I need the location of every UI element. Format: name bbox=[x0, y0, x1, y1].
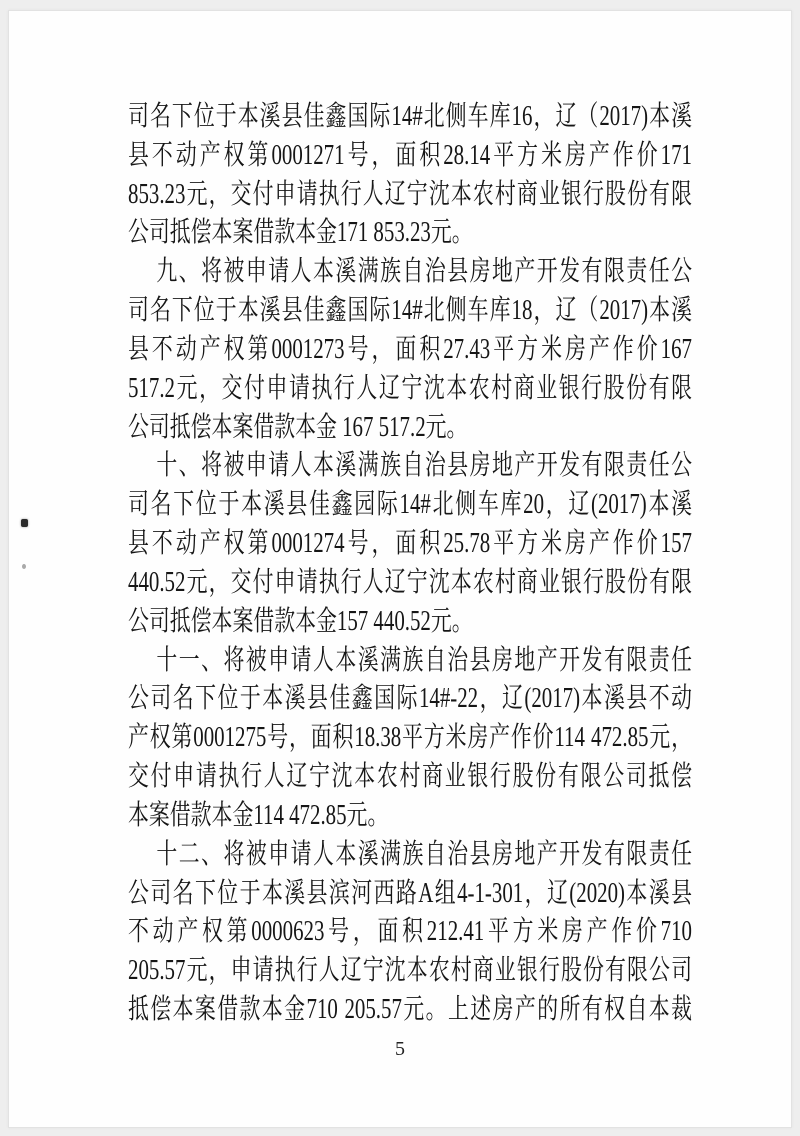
document-line: 不动产权第0000623号，面积212.41平方米房产作价710 bbox=[128, 916, 692, 948]
document-body-text bbox=[128, 98, 800, 1030]
paragraph-item-11 bbox=[128, 642, 800, 836]
paragraph-item-9 bbox=[128, 253, 800, 447]
paragraph-item-12 bbox=[128, 836, 800, 1030]
document-line: 县不动产权第0001273号，面积27.43平方米房产作价167 bbox=[128, 333, 692, 365]
document-line: 本案借款本金114 472.85元。 bbox=[128, 799, 389, 831]
document-line: 公司抵偿本案借款本金 167 517.2元。 bbox=[128, 411, 468, 443]
document-line: 司名下位于本溪县佳鑫国际14#北侧车库18，辽（2017)本溪 bbox=[128, 295, 692, 327]
document-line: 县不动产权第0001271号，面积28.14平方米房产作价171 bbox=[128, 139, 692, 171]
scan-artifact-dot bbox=[21, 519, 28, 527]
document-line: 九、将被申请人本溪满族自治县房地产开发有限责任公 bbox=[156, 256, 692, 288]
document-line: 公司抵偿本案借款本金157 440.52元。 bbox=[128, 605, 473, 637]
document-line: 十二、将被申请人本溪满族自治县房地产开发有限责任 bbox=[156, 838, 692, 870]
document-line: 公司名下位于本溪县滨河西路A组4-1-301，辽(2020)本溪县 bbox=[128, 877, 692, 909]
document-line: 司名下位于本溪县佳鑫国际14#北侧车库16，辽（2017)本溪 bbox=[128, 101, 692, 132]
document-page bbox=[8, 10, 792, 1128]
document-line: 205.57元，申请执行人辽宁沈本农村商业银行股份有限公司 bbox=[128, 955, 692, 987]
document-line: 十一、将被申请人本溪满族自治县房地产开发有限责任 bbox=[156, 644, 692, 676]
document-line: 县不动产权第0001274号，面积25.78平方米房产作价157 bbox=[128, 528, 692, 560]
document-line: 抵偿本案借款本金710 205.57元。上述房产的所有权自本裁 bbox=[128, 994, 692, 1026]
document-line: 产权第0001275号，面积18.38平方米房产作价114 472.85元， bbox=[128, 722, 692, 754]
paragraph-item-10 bbox=[128, 447, 800, 641]
scan-artifact-dot bbox=[22, 564, 26, 569]
document-line: 十、将被申请人本溪满族自治县房地产开发有限责任公 bbox=[156, 450, 692, 482]
document-line: 853.23元，交付申请执行人辽宁沈本农村商业银行股份有限 bbox=[128, 178, 692, 210]
document-line: 440.52元，交付申请执行人辽宁沈本农村商业银行股份有限 bbox=[128, 566, 692, 598]
document-line: 公司抵偿本案借款本金171 853.23元。 bbox=[128, 217, 473, 249]
document-line: 交付申请执行人辽宁沈本农村商业银行股份有限公司抵偿 bbox=[128, 761, 692, 793]
page-number: 5 bbox=[395, 1038, 405, 1060]
paragraph-item-8-continuation bbox=[128, 98, 800, 253]
document-line: 公司名下位于本溪县佳鑫国际14#-22，辽(2017)本溪县不动 bbox=[128, 683, 692, 715]
document-line: 司名下位于本溪县佳鑫园际14#北侧车库20，辽(2017)本溪 bbox=[128, 489, 692, 521]
document-line: 517.2元，交付申请执行人辽宁沈本农村商业银行股份有限 bbox=[128, 372, 692, 404]
